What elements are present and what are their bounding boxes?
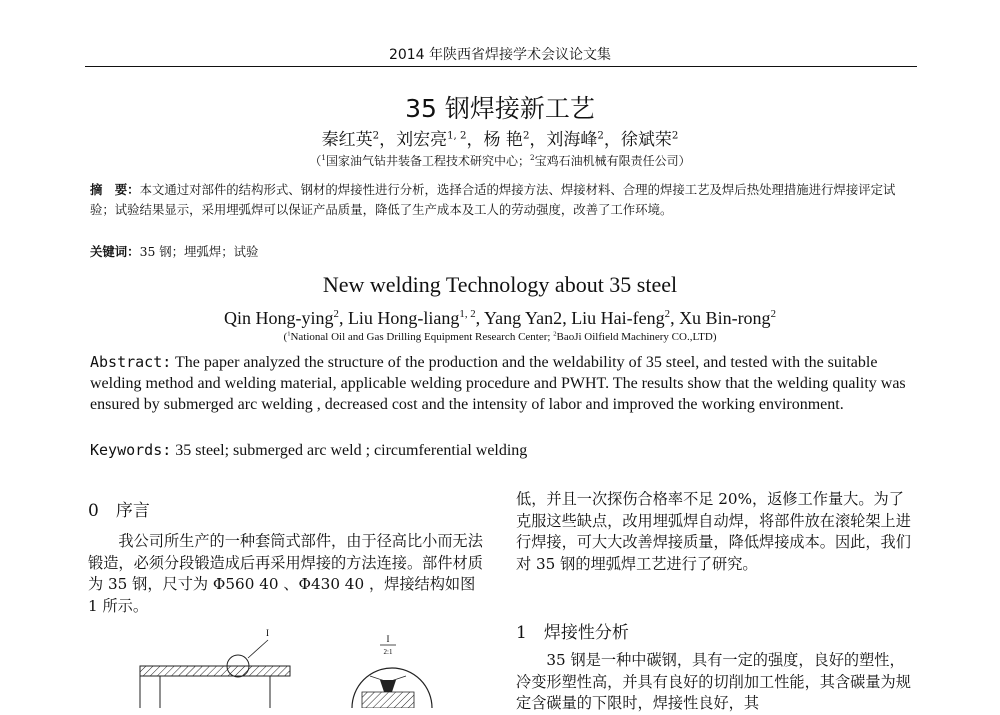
author-name: 徐斌荣	[620, 130, 672, 150]
weld-detail-drawing	[352, 634, 432, 708]
running-head: 2014 年陕西省焊接学术会议论文集	[388, 47, 612, 63]
author-affiliation-marker: 1, 2	[447, 130, 467, 142]
author-name: Xu Bin-rong	[679, 308, 771, 328]
english-affiliation: ($^1$National Oil and Gas Drilling Equipment Research Center; $^2$BaoJi Oilfield Machinery CO.,LTD)	[283, 330, 717, 343]
callout-leader	[248, 640, 268, 658]
chinese-authors: 秦红英$^2$，刘宏亮$^{1, 2}$，杨 艳$^2$，刘海峰$^2$，徐斌荣$^2$	[321, 130, 679, 150]
author-affiliation-marker: 2	[770, 308, 776, 320]
author-name: Liu Hong-liang	[347, 308, 460, 328]
author-name: Qin Hong-ying	[224, 308, 334, 328]
author-affiliation-marker: 2	[664, 308, 671, 320]
chinese-affiliation: （$^1$国家油气钻井装备工程技术研究中心；$^2$宝鸡石油机械有限责任公司）	[309, 153, 691, 168]
author-affiliation-marker: 2	[333, 308, 339, 320]
chinese-abstract-text: 本文通过对部件的结构形式、钢材的焊接性进行分析，选择合适的焊接方法、焊接材料、合理的焊接工艺及焊后热处理措施进行焊接评定试验；试验结果显示，采用埋弧焊可以保证产品质量，降低了生产成本及工人的劳动强度，改善了工作环境。	[90, 182, 896, 217]
callout-label: I	[266, 628, 269, 638]
chinese-keywords-label: 关键词：	[90, 244, 140, 259]
english-keywords-label: Keywords:	[90, 441, 172, 459]
author-name: Yang Yan2	[483, 308, 563, 328]
chinese-keywords	[90, 242, 258, 260]
chinese-title: 35 钢焊接新工艺	[405, 94, 595, 123]
header-rule	[85, 66, 917, 67]
author-name: 杨 艳	[483, 130, 523, 150]
author-name: 刘海峰	[546, 130, 598, 150]
chinese-abstract-label: 摘 要：	[90, 182, 140, 197]
author-name: 刘宏亮	[396, 130, 448, 150]
author-affiliation-marker: 1, 2	[459, 308, 476, 320]
english-keywords-text: 35 steel; submerged arc weld ; circumferential welding	[171, 442, 528, 459]
chinese-keywords-text: 35 钢；埋弧焊；试验	[139, 244, 259, 259]
english-abstract-text: The paper analyzed the structure of the production and the weldability of 35 steel, and tested with the suitable welding method and welding material, applicable welding procedure and PWHT. The results show that the welding quality was ensured by submerged arc welding , decreased cost and the intensity of labor and improved the working environment.	[90, 354, 906, 413]
section-1-paragraph: 35 钢是一种中碳钢，具有一定的强度，良好的塑性，冷变形塑性高，并具有良好的切削加工性能，其含碳量为规定含碳量的下限时，焊接性良好，其	[516, 651, 911, 712]
author-name: 秦红英	[321, 130, 373, 150]
author-affiliation-marker: 2	[671, 130, 679, 142]
section-1-heading: 1 焊接性分析	[516, 623, 629, 643]
right-column-paragraph: 低，并且一次探伤合格率不足 20%，返修工作量大。为了克服这些缺点，改用埋弧焊自动焊，将部件放在滚轮架上进行焊接，可大大改善焊接质量，降低焊接成本。因此，我们对 35 钢的埋弧焊工艺进行了研究。	[516, 490, 911, 573]
detail-label-bottom: 2:1	[383, 648, 393, 656]
cylinder-section-drawing	[140, 628, 290, 708]
author-name: Liu Hai-feng	[571, 308, 665, 328]
english-abstract	[90, 352, 912, 415]
detail-label-top: I	[386, 634, 390, 644]
chinese-abstract	[90, 180, 912, 220]
wall-section	[140, 666, 290, 676]
figure-1-welding-structure	[130, 618, 460, 708]
english-title: New welding Technology about 35 steel	[322, 272, 678, 297]
author-affiliation-marker: 2	[522, 130, 530, 142]
english-keywords	[90, 441, 527, 460]
english-authors: Qin Hong-ying$^2$, Liu Hong-liang$^{1, 2}$, Yang Yan2, Liu Hai-feng$^2$, Xu Bin-rong$^2$	[224, 308, 776, 328]
section-0-heading: 0 序言	[88, 501, 150, 521]
english-abstract-label: Abstract:	[90, 353, 172, 371]
author-affiliation-marker: 2	[372, 130, 380, 142]
author-affiliation-marker: 2	[597, 130, 604, 142]
section-0-paragraph: 我公司所生产的一种套筒式部件，由于径高比小而无法锻造，必须分段锻造成后再采用焊接的方法连接。部件材质为 35 钢，尺寸为 Φ560 40 、Φ430 40 ，焊接结构如图 1 所示。	[88, 532, 483, 615]
